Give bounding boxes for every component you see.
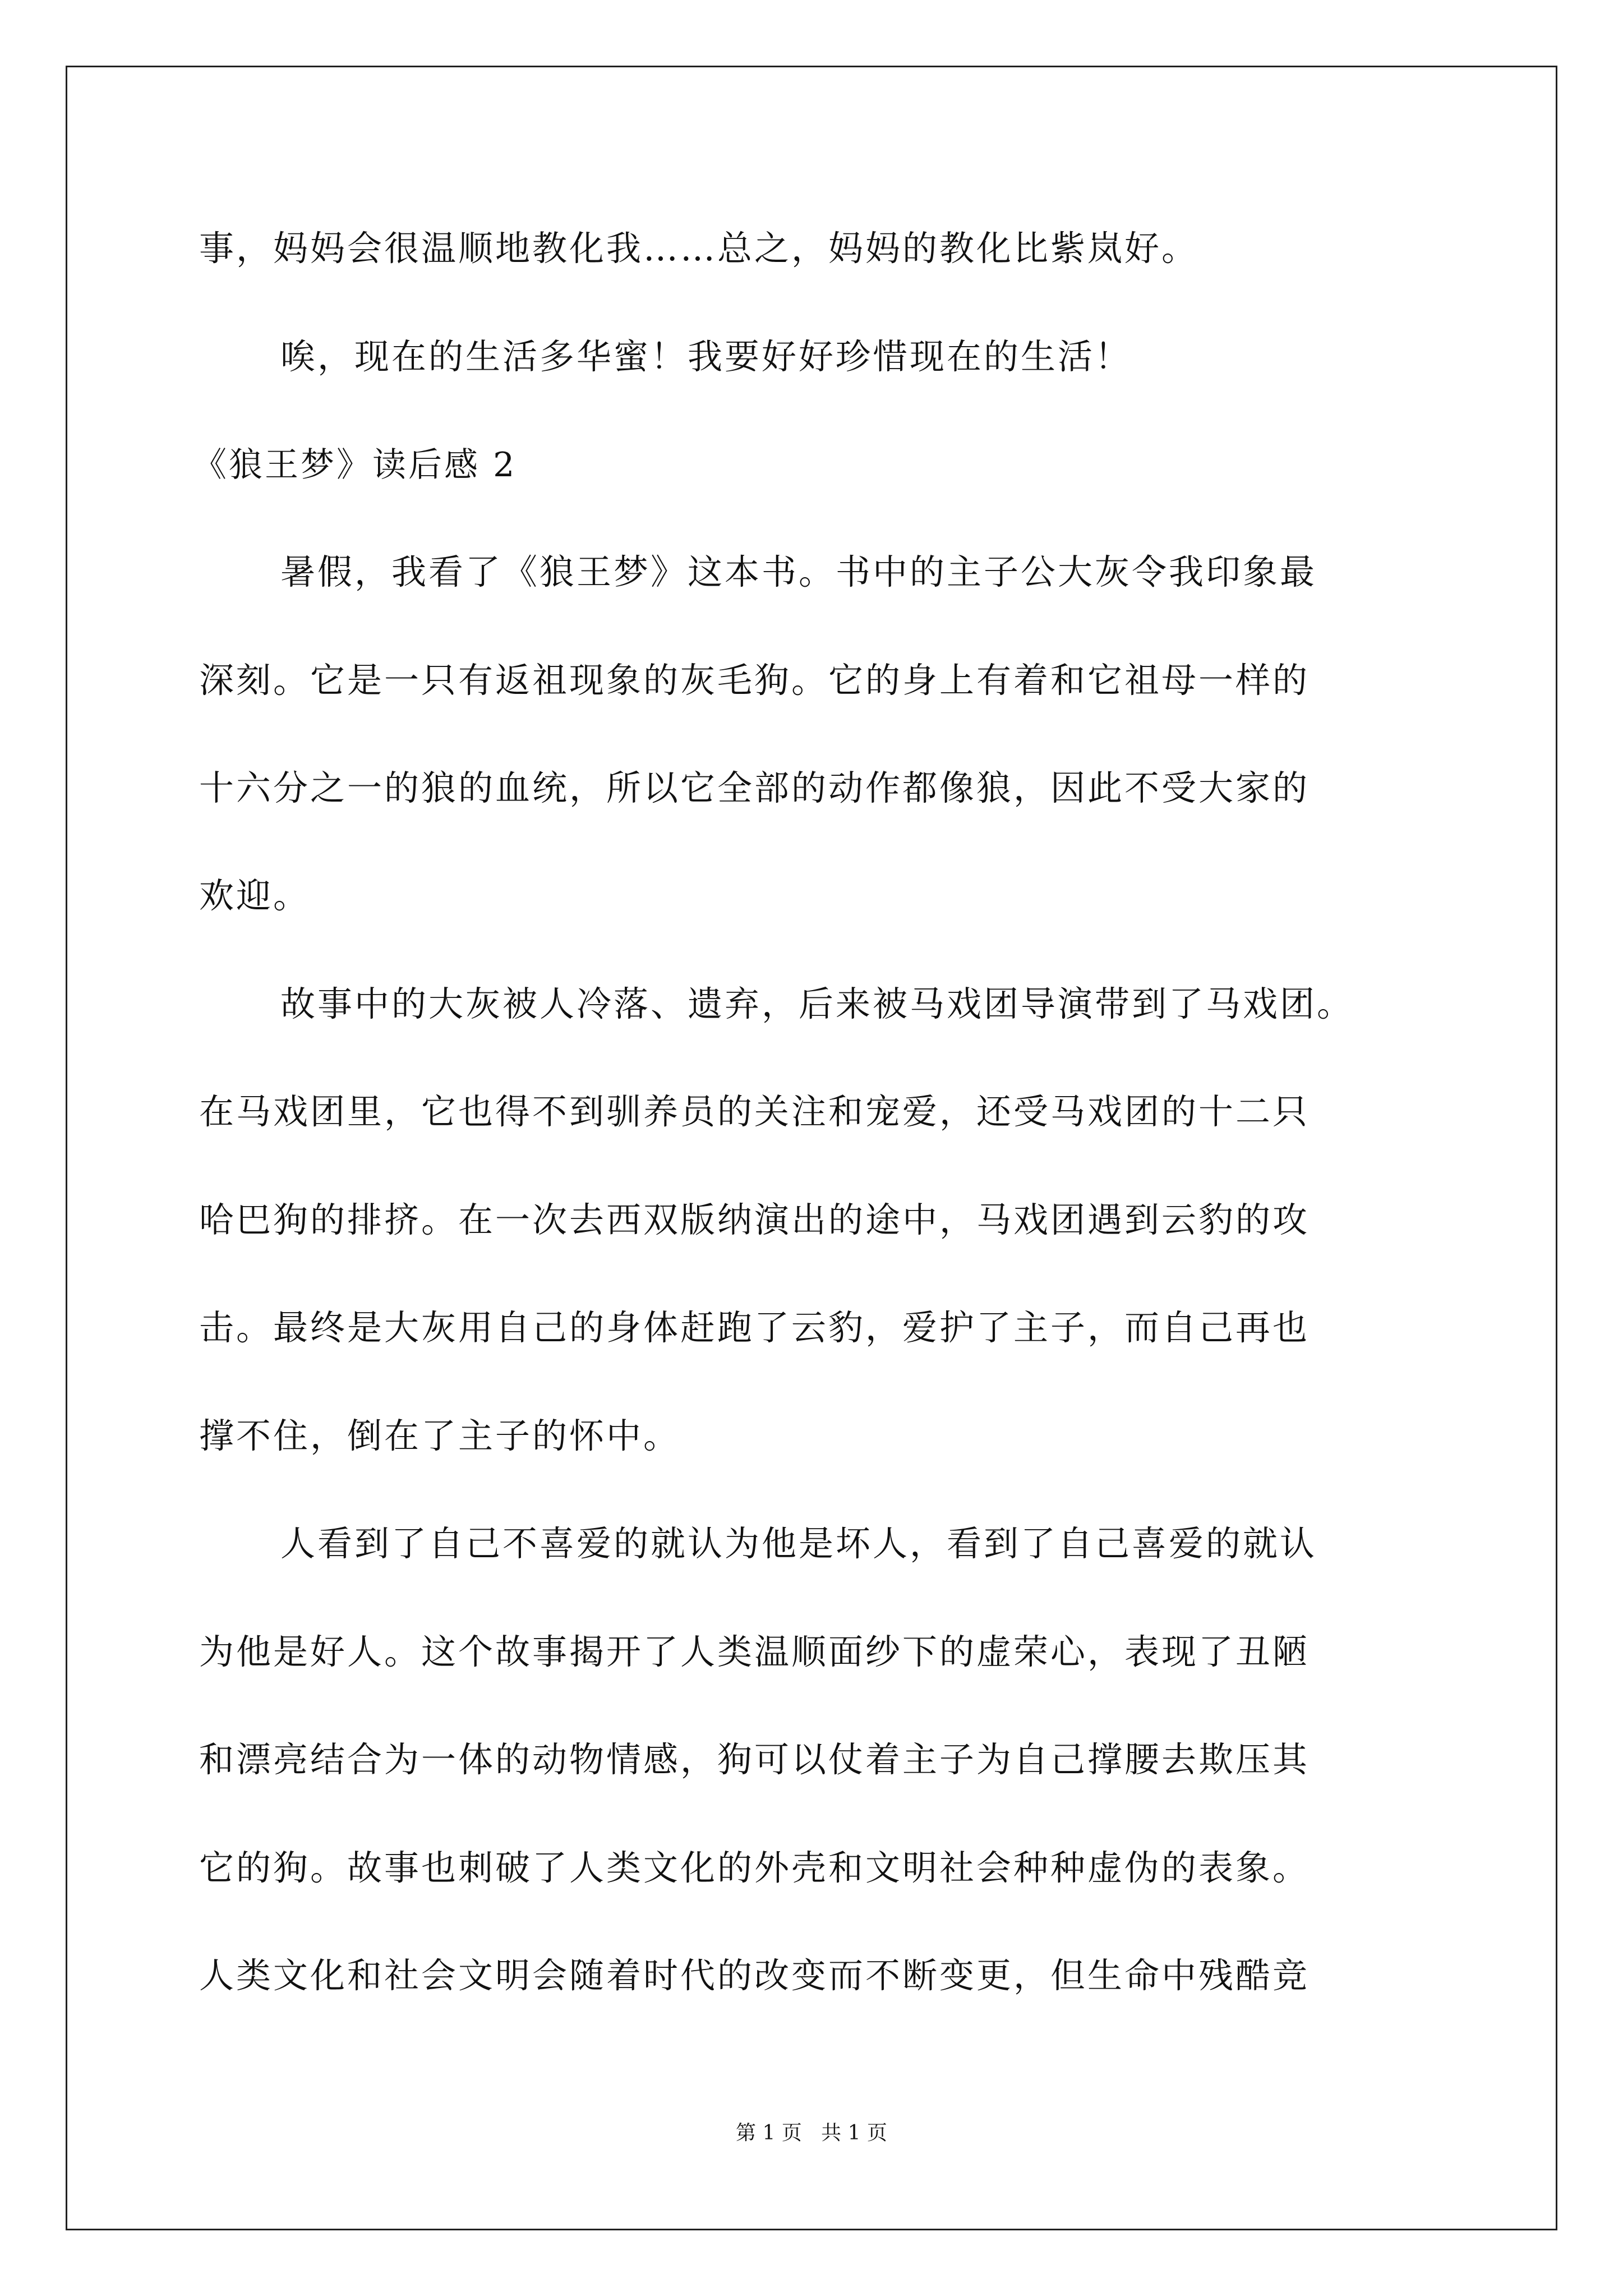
page-border — [66, 66, 1557, 2230]
paragraph-line: 十六分之一的狼的血统，所以它全部的动作都像狼，因此不受大家的 — [199, 767, 1310, 808]
paragraph-line: 故事中的大灰被人冷落、遗弃，后来被马戏团导演带到了马戏团。 — [280, 983, 1354, 1024]
paragraph-line: 哈巴狗的排挤。在一次去西双版纳演出的途中，马戏团遇到云豹的攻 — [199, 1199, 1310, 1240]
paragraph-line: 和漂亮结合为一体的动物情感，狗可以仗着主子为自己撑腰去欺压其 — [199, 1739, 1310, 1780]
paragraph-line: 人看到了自己不喜爱的就认为他是坏人，看到了自己喜爱的就认 — [280, 1523, 1317, 1564]
page-footer: 第 1 页 共 1 页 — [736, 2122, 887, 2145]
paragraph-line: 暑假，我看了《狼王梦》这本书。书中的主子公大灰令我印象最 — [280, 551, 1317, 592]
paragraph-line: 为他是好人。这个故事揭开了人类温顺面纱下的虚荣心，表现了丑陋 — [199, 1631, 1310, 1672]
paragraph-line: 撑不住，倒在了主子的怀中。 — [199, 1415, 681, 1456]
paragraph-line: 人类文化和社会文明会随着时代的改变而不断变更，但生命中残酷竞 — [199, 1955, 1310, 1996]
paragraph-line: 唉，现在的生活多华蜜！我要好好珍惜现在的生活！ — [280, 336, 1132, 377]
paragraph-line: 欢迎。 — [199, 875, 311, 916]
paragraph-line: 它的狗。故事也刺破了人类文化的外壳和文明社会种种虚伪的表象。 — [199, 1847, 1310, 1888]
paragraph-line: 事，妈妈会很温顺地教化我……总之，妈妈的教化比紫岚好。 — [199, 228, 1199, 269]
paragraph-line: 击。最终是大灰用自己的身体赶跑了云豹，爱护了主子，而自己再也 — [199, 1307, 1310, 1348]
paragraph-line: 深刻。它是一只有返祖现象的灰毛狗。它的身上有着和它祖母一样的 — [199, 660, 1310, 701]
paragraph-line: 在马戏团里，它也得不到驯养员的关注和宠爱，还受马戏团的十二只 — [199, 1091, 1310, 1132]
section-heading: 《狼王梦》读后感 2 — [193, 445, 517, 485]
